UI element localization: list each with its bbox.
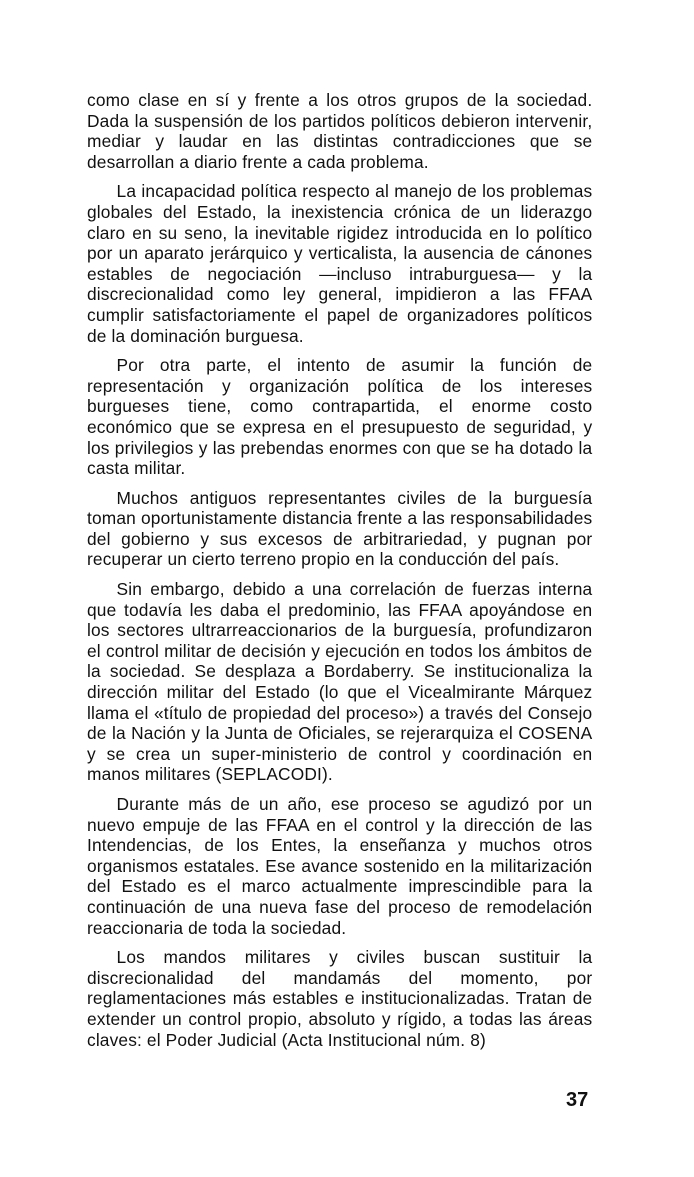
paragraph-5: Sin embargo, debido a una correlación de fuerzas interna que todavía les daba el predominio, las FFAA apoyándose en los sectores ultrarreaccionarios de la burguesía, profundizaron el control militar de decisión y ejecución en todos los ámbitos de la sociedad. Se desplaza a Bordaberry. Se institucionaliza la dirección militar del Estado (lo que el Vicealmirante Márquez llama el «título de propiedad del proceso») a través del Consejo de la Nación y la Junta de Oficiales, se rejerarquiza el COSENA y se crea un super-ministerio de control y coordinación en manos militares (SEPLACODI).	[87, 579, 593, 785]
paragraph-2: La incapacidad política respecto al manejo de los problemas globales del Estado, la inexistencia crónica de un liderazgo claro en su seno, la inevitable rigidez introducida en lo político por un aparato jerárquico y verticalista, la ausencia de cánones estables de negociación —incluso intraburguesa— y la discrecionalidad como ley general, impidieron a las FFAA cumplir satisfactoriamente el papel de organizadores políticos de la dominación burguesa.	[87, 181, 593, 346]
paragraph-1: como clase en sí y frente a los otros grupos de la sociedad. Dada la suspensión de los partidos políticos debieron intervenir, mediar y laudar en las distintas contradicciones que se desarrollan a diario frente a cada problema.	[87, 90, 593, 172]
paragraph-4: Muchos antiguos representantes civiles de la burguesía toman oportunistamente distancia frente a las responsabilidades del gobierno y sus excesos de arbitrariedad, y pugnan por recuperar un cierto terreno propio en la conducción del país.	[87, 487, 593, 570]
paragraph-7: Los mandos militares y civiles buscan sustituir la discrecionalidad del mandamás del momento, por reglamentaciones más estables e institucionalizadas. Tratan de extender un control propio, absoluto y rígido, a todas las áreas claves: el Poder Judicial (Acta Institucional núm. 8)	[87, 947, 593, 1050]
paragraph-6: Durante más de un año, ese proceso se agudizó por un nuevo empuje de las FFAA en el control y la dirección de las Intendencias, de los Entes, la enseñanza y muchos otros organismos estatales. Ese avance sostenido en la militarización del Estado es el marco actualmente imprescindible para la continuación de una nueva fase del proceso de remodelación reaccionaria de toda la sociedad.	[87, 794, 593, 938]
page-number: 37	[566, 1089, 589, 1111]
body-text	[87, 90, 600, 1050]
paragraph-3: Por otra parte, el intento de asumir la función de representación y organización política de los intereses burgueses tiene, como contrapartida, el enorme costo económico que se expresa en el presupuesto de seguridad, y los privilegios y las prebendas enormes con que se ha dotado la casta militar.	[87, 355, 593, 479]
